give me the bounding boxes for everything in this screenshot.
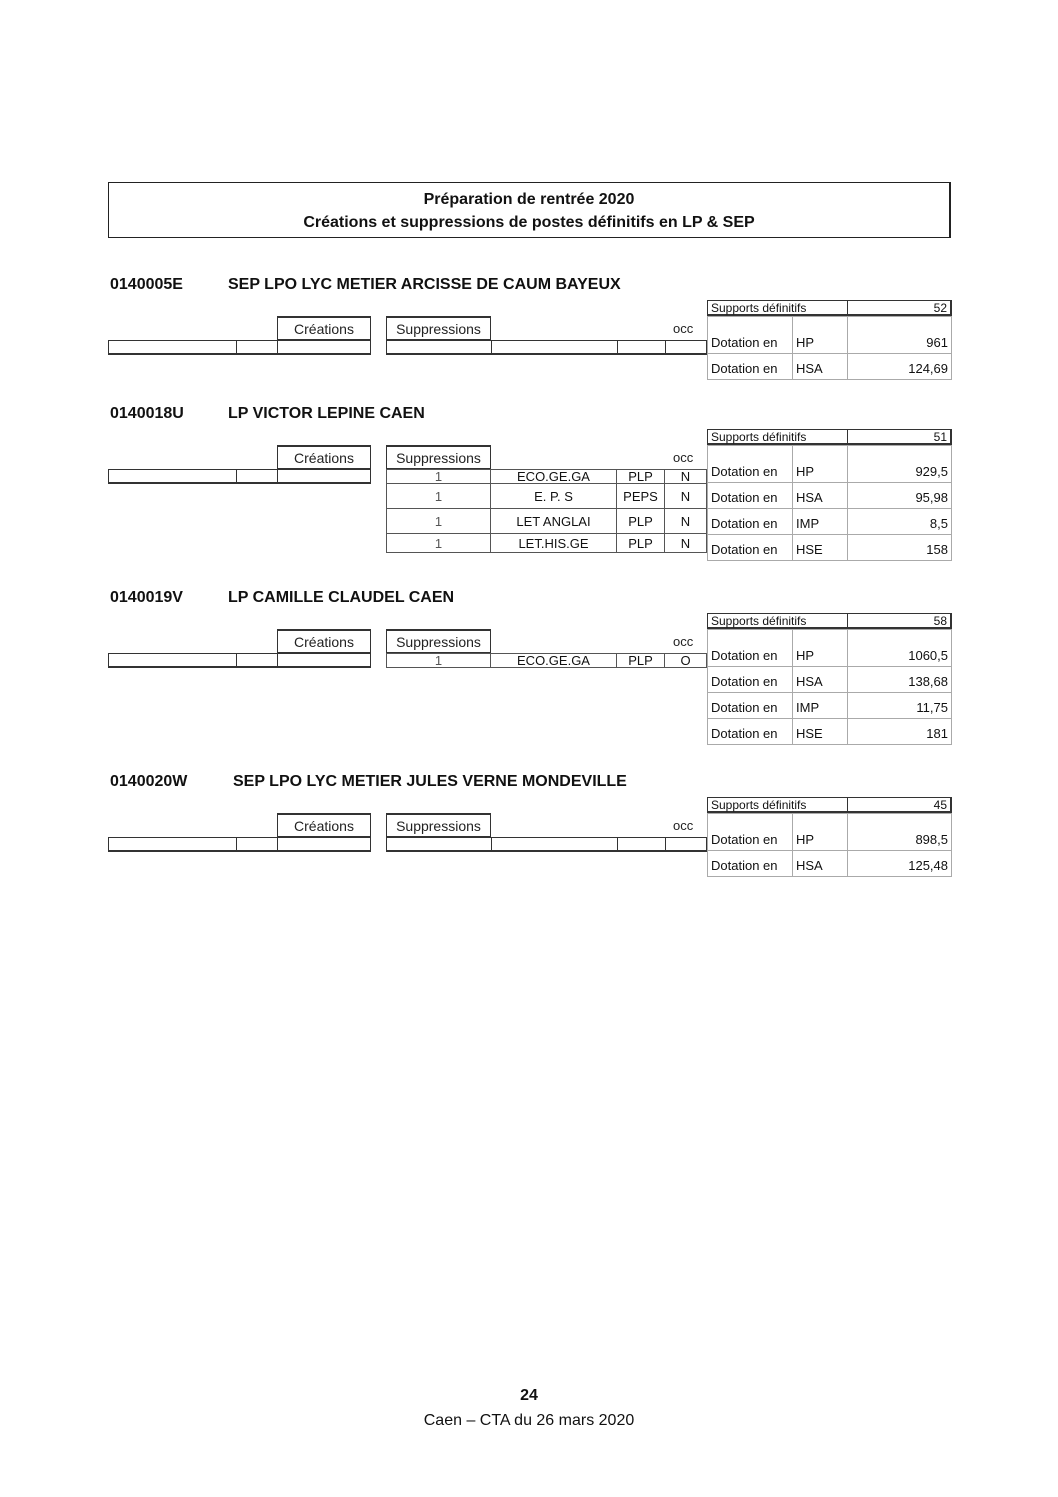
occ-header: occ — [673, 321, 694, 336]
supports-value: 58 — [933, 614, 947, 628]
suppressions-row-empty — [386, 340, 707, 355]
dotation-value: 929,5 — [915, 464, 948, 479]
creations-row — [108, 837, 371, 852]
school-code: 0140019V — [110, 589, 183, 606]
suppression-occ: N — [664, 533, 707, 553]
dotation-label: Dotation en — [711, 542, 778, 557]
dotation-label: Dotation en — [711, 674, 778, 689]
suppression-discipline: ECO.GE.GA — [490, 653, 617, 668]
dotation-type: HP — [796, 464, 815, 479]
dotation-row — [707, 813, 952, 851]
suppression-corps: PLP — [616, 508, 665, 534]
dotation-type: HSA — [796, 674, 823, 689]
dotation-row — [707, 692, 952, 719]
document-title-box — [108, 182, 951, 238]
suppressions-row-empty — [386, 837, 707, 852]
dotation-row — [707, 508, 952, 535]
dotation-type: HP — [796, 335, 815, 350]
dotation-value: 11,75 — [916, 700, 948, 715]
supports-box — [707, 300, 952, 316]
dotation-value: 125,48 — [908, 858, 948, 873]
suppression-corps: PLP — [616, 533, 665, 553]
suppression-occ: N — [664, 469, 707, 484]
school-name: SEP LPO LYC METIER JULES VERNE MONDEVILLE — [233, 773, 627, 790]
dotation-type: HSA — [796, 490, 823, 505]
dotation-row — [707, 534, 952, 561]
creations-header: Créations — [277, 316, 371, 340]
dotation-row — [707, 316, 952, 354]
school-code: 0140018U — [110, 405, 184, 422]
occ-header: occ — [673, 818, 694, 833]
dotation-label: Dotation en — [711, 490, 778, 505]
dotation-type: IMP — [796, 516, 820, 531]
suppression-occ: O — [664, 653, 707, 668]
suppression-corps: PLP — [616, 653, 665, 668]
dotation-label: Dotation en — [711, 858, 778, 873]
creations-header: Créations — [277, 813, 371, 837]
supports-label: Supports définitifs — [711, 614, 807, 628]
suppression-discipline: LET ANGLAI — [490, 508, 617, 534]
dotation-label: Dotation en — [711, 726, 778, 741]
dotation-value: 1060,5 — [908, 648, 948, 663]
supports-value: 51 — [933, 430, 947, 444]
suppression-discipline: LET.HIS.GE — [490, 533, 617, 553]
dotation-type: IMP — [796, 700, 820, 715]
dotation-label: Dotation en — [711, 335, 778, 350]
dotation-label: Dotation en — [711, 832, 778, 847]
creations-header: Créations — [277, 629, 371, 653]
title-line-1: Préparation de rentrée 2020 — [423, 191, 635, 208]
suppressions-header: Suppressions — [386, 813, 491, 837]
dotation-type: HP — [796, 832, 815, 847]
dotation-type: HSA — [796, 361, 823, 376]
suppression-count: 1 — [386, 469, 491, 484]
occ-header: occ — [673, 634, 694, 649]
creations-row — [108, 469, 371, 484]
dotation-label: Dotation en — [711, 361, 778, 376]
suppression-corps: PLP — [616, 469, 665, 484]
dotation-row — [707, 718, 952, 745]
dotation-row — [707, 850, 952, 877]
dotation-value: 898,5 — [915, 832, 948, 847]
suppression-occ: N — [664, 508, 707, 534]
footer-caption: Caen – CTA du 26 mars 2020 — [423, 1412, 635, 1429]
dotation-label: Dotation en — [711, 648, 778, 663]
suppressions-header: Suppressions — [386, 629, 491, 653]
dotation-type: HP — [796, 648, 815, 663]
dotation-label: Dotation en — [711, 464, 778, 479]
supports-box — [707, 613, 952, 629]
suppression-count: 1 — [386, 653, 491, 668]
dotation-label: Dotation en — [711, 516, 778, 531]
creations-row — [108, 340, 371, 355]
creations-row — [108, 653, 371, 668]
suppressions-header: Suppressions — [386, 316, 491, 340]
dotation-row — [707, 482, 952, 509]
supports-box — [707, 797, 952, 813]
dotation-value: 124,69 — [908, 361, 948, 376]
supports-value: 45 — [933, 798, 947, 812]
dotation-value: 158 — [926, 542, 948, 557]
dotation-type: HSE — [796, 726, 823, 741]
dotation-row — [707, 445, 952, 483]
dotation-row — [707, 666, 952, 693]
supports-label: Supports définitifs — [711, 798, 807, 812]
occ-header: occ — [673, 450, 694, 465]
dotation-value: 961 — [926, 335, 948, 350]
school-name: SEP LPO LYC METIER ARCISSE DE CAUM BAYEUX — [228, 276, 621, 293]
suppression-count: 1 — [386, 533, 491, 553]
dotation-value: 95,98 — [915, 490, 948, 505]
suppression-count: 1 — [386, 508, 491, 534]
school-code: 0140005E — [110, 276, 183, 293]
suppression-count: 1 — [386, 483, 491, 509]
suppression-occ: N — [664, 483, 707, 509]
supports-label: Supports définitifs — [711, 430, 807, 444]
dotation-value: 138,68 — [908, 674, 948, 689]
dotation-label: Dotation en — [711, 700, 778, 715]
page-number: 24 — [520, 1387, 538, 1404]
suppression-corps: PEPS — [616, 483, 665, 509]
supports-value: 52 — [933, 301, 947, 315]
dotation-value: 181 — [926, 726, 948, 741]
school-code: 0140020W — [110, 773, 188, 790]
supports-label: Supports définitifs — [711, 301, 807, 315]
dotation-value: 8,5 — [929, 516, 948, 531]
school-name: LP VICTOR LEPINE CAEN — [228, 405, 425, 422]
title-line-2: Créations et suppressions de postes définitifs en LP & SEP — [303, 214, 755, 231]
dotation-row — [707, 629, 952, 667]
suppressions-header: Suppressions — [386, 445, 491, 469]
dotation-row — [707, 353, 952, 380]
dotation-type: HSA — [796, 858, 823, 873]
creations-header: Créations — [277, 445, 371, 469]
school-name: LP CAMILLE CLAUDEL CAEN — [228, 589, 455, 606]
suppression-discipline: E. P. S — [490, 483, 617, 509]
suppression-discipline: ECO.GE.GA — [490, 469, 617, 484]
dotation-type: HSE — [796, 542, 823, 557]
supports-box — [707, 429, 952, 445]
